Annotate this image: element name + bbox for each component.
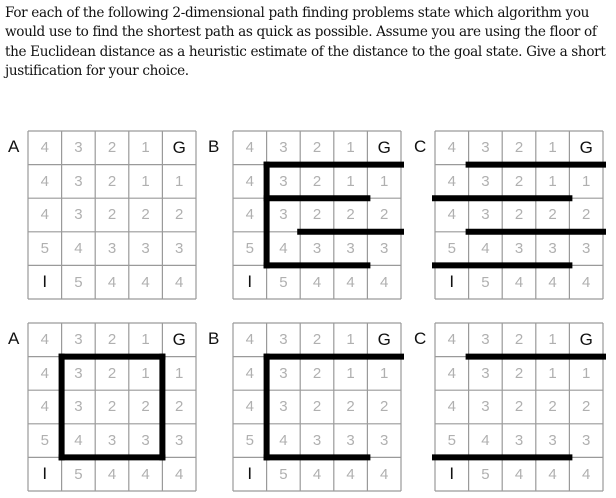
grid-cell: 2	[107, 172, 117, 190]
grid-cell: 3	[548, 432, 557, 450]
grid-cell: 4	[481, 240, 490, 258]
grid-cell: 3	[514, 240, 524, 258]
grid-cell: 4	[40, 398, 49, 416]
grid-cell: 4	[107, 273, 117, 291]
grid-cell: 3	[141, 240, 150, 258]
grid-cell: 3	[175, 432, 184, 450]
grid-cell: 3	[582, 432, 591, 450]
grid-cell: 1	[548, 172, 557, 190]
grid-cell: 2	[346, 398, 355, 416]
grid-cell: 1	[548, 139, 557, 157]
initial-cell: I	[42, 272, 48, 292]
grid-cell: 4	[447, 206, 456, 224]
grid-cell: 4	[312, 465, 322, 483]
grid-cell: 4	[40, 331, 49, 349]
grid-cell: 4	[481, 432, 490, 450]
grid-cell: 3	[107, 432, 117, 450]
goal-cell: G	[172, 329, 186, 349]
grid-label-b: B	[208, 137, 220, 156]
grid-cell: 3	[279, 331, 288, 349]
grid-cell: 3	[481, 331, 490, 349]
grid-cell: 2	[514, 364, 524, 382]
goal-cell: G	[377, 329, 391, 349]
grid-cell: 4	[74, 432, 83, 450]
grid-cell: 4	[175, 465, 184, 483]
grid-cell: 2	[312, 364, 322, 382]
grid-cell: 2	[141, 398, 150, 416]
grid-cell: 1	[175, 172, 184, 190]
grid-cell: 5	[447, 432, 456, 450]
grid-cell: 2	[548, 398, 557, 416]
grid-cell: 1	[582, 364, 591, 382]
grid-cell: 5	[245, 432, 254, 450]
grid-cell: 5	[481, 273, 490, 291]
grid-cell: 2	[107, 364, 117, 382]
grid-a-row2	[28, 323, 196, 491]
grid-label-a: A	[8, 329, 20, 348]
grid-label-a: A	[8, 137, 20, 156]
grid-cell: 3	[74, 331, 83, 349]
grid-cell: 3	[279, 139, 288, 157]
grid-cell: 5	[279, 465, 288, 483]
grid-cell: 4	[175, 273, 184, 291]
grid-cell: 5	[74, 465, 83, 483]
grid-label-c: C	[414, 137, 427, 156]
grid-cell: 2	[514, 398, 524, 416]
grid-cell: 3	[279, 398, 288, 416]
grid-cell: 1	[175, 364, 184, 382]
grid-cell: 4	[279, 432, 288, 450]
grid-cell: 4	[582, 465, 591, 483]
grid-cell: 3	[74, 398, 83, 416]
grid-cell: 4	[447, 364, 456, 382]
grid-cell: 3	[175, 240, 184, 258]
grid-cell: 1	[548, 331, 557, 349]
grid-cell: 1	[346, 364, 355, 382]
grid-cell: 5	[245, 240, 254, 258]
grid-cell: 2	[175, 206, 184, 224]
grid-cell: 1	[548, 364, 557, 382]
goal-cell: G	[579, 137, 593, 157]
grid-cell: 4	[40, 172, 49, 190]
grid-cell: 1	[141, 331, 150, 349]
grid-cell: 4	[346, 465, 355, 483]
grid-cell: 3	[74, 364, 83, 382]
grid-cell: 1	[346, 139, 355, 157]
grid-cell: 4	[40, 206, 49, 224]
grid-cell: 3	[380, 432, 389, 450]
grid-cell: 2	[548, 206, 557, 224]
grid-cell: 3	[582, 240, 591, 258]
grid-cell: 3	[380, 240, 389, 258]
grid-cell: 4	[447, 172, 456, 190]
grid-cell: 3	[141, 432, 150, 450]
grid-cell: 5	[40, 240, 49, 258]
grid-cell: 2	[514, 172, 524, 190]
grid-c-row1	[435, 131, 603, 299]
grid-cell: 3	[107, 240, 117, 258]
grid-cell: 2	[107, 206, 117, 224]
grid-cell: 1	[346, 331, 355, 349]
goal-cell: G	[172, 137, 186, 157]
initial-cell: I	[449, 272, 455, 292]
grid-cell: 4	[245, 172, 254, 190]
grid-cell: 5	[447, 240, 456, 258]
grid-cell: 1	[380, 364, 389, 382]
grid-label-c: C	[414, 329, 427, 348]
grid-label-b: B	[208, 329, 220, 348]
grid-cell: 3	[279, 364, 288, 382]
grid-cell: 3	[74, 139, 83, 157]
grid-cell: 3	[74, 172, 83, 190]
grid-c-row2	[435, 323, 603, 491]
grid-cell: 2	[514, 331, 524, 349]
grid-a-row1	[28, 131, 196, 299]
grid-cell: 2	[582, 398, 591, 416]
grid-cell: 4	[40, 364, 49, 382]
grid-cell: 2	[107, 139, 117, 157]
grid-cell: 4	[380, 273, 389, 291]
grid-cell: 4	[447, 139, 456, 157]
grid-cell: 2	[380, 206, 389, 224]
question-text: For each of the following 2-dimensional path finding problems state which algorithm you would use to find the shortest path as quick as possible. Assume you are using the floor of the Euclidean distance as a heuristic estimate of the distance to the goal state. Give a short justification for your choice.	[5, 5, 606, 80]
grid-cell: 1	[380, 172, 389, 190]
grid-cell: 4	[141, 465, 150, 483]
grid-cell: 2	[582, 206, 591, 224]
grid-cell: 3	[279, 172, 288, 190]
grid-cell: 4	[40, 139, 49, 157]
grid-cell: 5	[481, 465, 490, 483]
grid-cell: 2	[514, 139, 524, 157]
initial-cell: I	[247, 272, 253, 292]
grid-cell: 2	[107, 331, 117, 349]
grid-cell: 3	[279, 206, 288, 224]
grid-cell: 1	[346, 172, 355, 190]
grid-cell: 4	[74, 240, 83, 258]
grid-cell: 2	[312, 331, 322, 349]
grid-cell: 3	[514, 432, 524, 450]
grid-cell: 5	[74, 273, 83, 291]
grid-cell: 3	[346, 240, 355, 258]
grid-cell: 3	[312, 240, 322, 258]
initial-cell: I	[42, 464, 48, 484]
grid-cell: 5	[40, 432, 49, 450]
grid-cell: 4	[447, 331, 456, 349]
grid-b-row1	[233, 131, 401, 299]
grid-cell: 1	[141, 172, 150, 190]
grid-cell: 4	[380, 465, 389, 483]
grid-cell: 2	[514, 206, 524, 224]
grid-cell: 4	[447, 398, 456, 416]
grid-cell: 4	[245, 398, 254, 416]
grid-cell: 3	[346, 432, 355, 450]
grid-cell: 3	[548, 240, 557, 258]
grid-cell: 2	[346, 206, 355, 224]
grid-cell: 4	[245, 331, 254, 349]
grid-cell: 4	[514, 273, 524, 291]
grid-cell: 2	[312, 139, 322, 157]
grid-cell: 4	[279, 240, 288, 258]
grid-cell: 2	[380, 398, 389, 416]
grid-cell: 4	[245, 206, 254, 224]
grid-cell: 3	[74, 206, 83, 224]
grid-cell: 4	[514, 465, 524, 483]
grid-cell: 4	[548, 465, 557, 483]
grid-cell: 4	[548, 273, 557, 291]
grid-cell: 2	[312, 398, 322, 416]
grid-cell: 4	[312, 273, 322, 291]
grid-cell: 5	[279, 273, 288, 291]
grid-cell: 2	[107, 398, 117, 416]
grid-cell: 4	[582, 273, 591, 291]
grid-cell: 4	[141, 273, 150, 291]
grid-cell: 3	[312, 432, 322, 450]
grid-cell: 4	[245, 364, 254, 382]
grid-cell: 2	[312, 206, 322, 224]
grid-cell: 4	[346, 273, 355, 291]
grid-cell: 4	[245, 139, 254, 157]
grid-cell: 3	[481, 364, 490, 382]
goal-cell: G	[579, 329, 593, 349]
grid-cell: 3	[481, 398, 490, 416]
grid-cell: 1	[141, 364, 150, 382]
grid-cell: 3	[481, 206, 490, 224]
grid-cell: 1	[582, 172, 591, 190]
grid-cell: 2	[312, 172, 322, 190]
grid-b-row2	[233, 323, 401, 491]
goal-cell: G	[377, 137, 391, 157]
grid-cell: 2	[141, 206, 150, 224]
initial-cell: I	[449, 464, 455, 484]
grid-cell: 4	[107, 465, 117, 483]
grid-cell: 1	[141, 139, 150, 157]
grid-cell: 3	[481, 139, 490, 157]
grid-cell: 2	[175, 398, 184, 416]
grid-cell: 3	[481, 172, 490, 190]
initial-cell: I	[247, 464, 253, 484]
